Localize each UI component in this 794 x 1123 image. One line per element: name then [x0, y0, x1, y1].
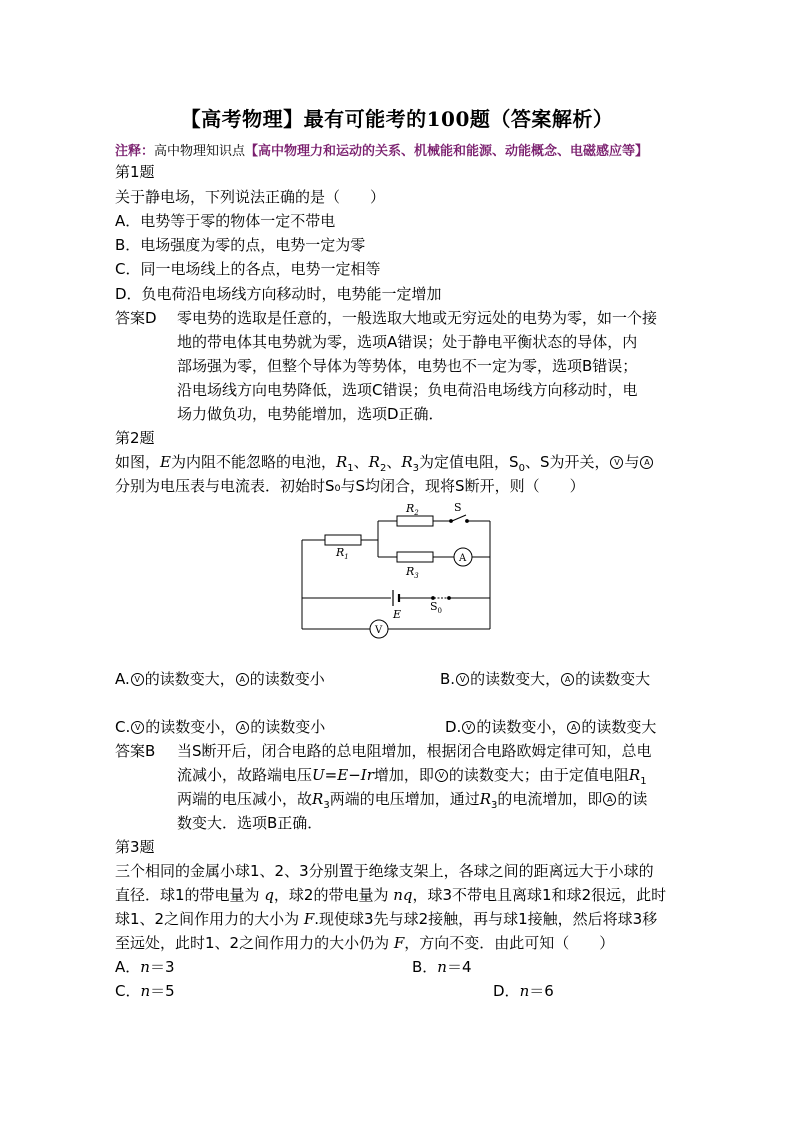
voltmeter-icon: V — [462, 721, 475, 734]
resistor-r1 — [325, 535, 361, 545]
ammeter-icon: A — [603, 793, 616, 806]
q2-header: 第2题 — [115, 429, 155, 447]
resistor-r3 — [397, 552, 433, 562]
r2-label: $R_2$ — [406, 502, 419, 517]
q1-answer-line: 地的带电体其电势就为零，选项A错误；处于静电平衡状态的导体，内 — [177, 333, 638, 351]
voltmeter-icon: V — [131, 673, 144, 686]
voltmeter-icon: V — [456, 673, 469, 686]
voltmeter-icon: V — [610, 456, 623, 469]
note-topics: 【高中物理力和运动的关系、机械能和能源、动能概念、电磁感应等】 — [245, 144, 649, 159]
voltmeter-icon: V — [131, 721, 144, 734]
q3-stem-line: 三个相同的金属小球1、2、3分别置于绝缘支架上，各球之间的距离远大于小球的 — [115, 862, 654, 880]
q3-stem-line: 直径．球1的带电量为 q，球2的带电量为 nq，球3不带电且离球1和球2很远，此时 — [115, 886, 667, 904]
note-label: 注释： — [115, 144, 155, 159]
q2-answer-label: 答案B — [115, 742, 156, 760]
q2-answer-line: 流减小，故路端电压U=E−Ir增加，即 V 的读数变大；由于定值电阻$R_1$ — [177, 766, 647, 787]
q2-stem-line2: 分别为电压表与电流表．初始时S₀与S均闭合，现将S断开，则（ ） — [115, 477, 585, 495]
q3-option-a: A．n＝3 — [115, 958, 175, 976]
resistor-r2 — [397, 516, 433, 526]
q2-stem-line1: 如图，E为内阻不能忽略的电池，$R_1$、$R_2$、$R_3$为定值电阻，$S_0$、S为开关， V 与 A — [115, 452, 654, 479]
ammeter-icon: A — [236, 673, 249, 686]
q1-answer-line: 场力做负功，电势能增加，选项D正确． — [177, 405, 444, 423]
q1-option-d: D．负电荷沿电场线方向移动时，电势能一定增加 — [115, 285, 442, 303]
q3-option-c: C．n＝5 — [115, 982, 175, 1000]
page-title: 【高考物理】最有可能考的100题（答案解析） — [180, 107, 614, 131]
switch-contact — [466, 520, 469, 523]
q2-option-b: B. V 的读数变大， A 的读数变大 — [440, 670, 651, 688]
q1-answer-label: 答案D — [115, 309, 157, 327]
q1-option-b: B．电场强度为零的点，电势一定为零 — [115, 236, 366, 254]
q2-answer-line: 当S断开后，闭合电路的总电阻增加，根据闭合电路欧姆定律可知，总电 — [177, 742, 652, 760]
q3-option-d: D．n＝6 — [493, 982, 554, 1000]
q1-answer-line: 零电势的选取是任意的，一般选取大地或无穷远处的电势为零，如一个接 — [177, 309, 658, 327]
ammeter-icon: A — [561, 673, 574, 686]
switch-s-blade — [452, 515, 466, 521]
r3-label: $R_3$ — [406, 565, 419, 580]
q1-option-c: C．同一电场线上的各点，电势一定相等 — [115, 260, 381, 278]
switch-contact — [432, 597, 435, 600]
voltmeter-letter: V — [375, 625, 383, 636]
circuit-diagram — [290, 500, 500, 640]
q2-option-a: A. V 的读数变大， A 的读数变小 — [115, 670, 325, 688]
s-label: S — [454, 501, 462, 514]
q1-answer-line: 部场强为零，但整个导体为等势体，电势也不一定为零，选项B错误； — [177, 357, 638, 375]
switch-contact — [448, 597, 451, 600]
q1-stem: 关于静电场，下列说法正确的是（ ） — [115, 188, 386, 206]
q3-stem-line: 球1、2之间作用力的大小为 F.现使球3先与球2接触，再与球1接触，然后将球3移 — [115, 910, 658, 928]
q1-header: 第1题 — [115, 163, 155, 181]
note-line — [115, 142, 648, 162]
q3-stem-line: 至远处，此时1、2之间作用力的大小仍为 F，方向不变．由此可知（ ） — [115, 934, 615, 952]
ammeter-letter: A — [459, 553, 467, 564]
q3-header: 第3题 — [115, 838, 155, 856]
q2-option-c: C. V 的读数变小， A 的读数变小 — [115, 718, 326, 736]
q1-option-a: A．电势等于零的物体一定不带电 — [115, 212, 336, 230]
switch-contact — [450, 520, 453, 523]
ammeter-icon: A — [236, 721, 249, 734]
voltmeter-icon: V — [435, 769, 448, 782]
e-label: E — [393, 608, 402, 621]
q1-answer-line: 沿电场线方向电势降低，选项C错误；负电荷沿电场线方向移动时，电 — [177, 381, 638, 399]
r1-label: $R_1$ — [336, 546, 349, 561]
q2-option-d: D. V 的读数变小， A 的读数变大 — [445, 718, 657, 736]
note-prefix: 高中物理知识点 — [154, 144, 246, 159]
ammeter-icon: A — [567, 721, 580, 734]
ammeter-icon: A — [640, 456, 653, 469]
s0-label: $S_0$ — [430, 600, 443, 615]
q3-option-b: B．n＝4 — [412, 958, 472, 976]
q2-answer-line: 两端的电压减小，故$R_3$两端的电压增加，通过$R_3$的电流增加，即 A 的读 — [177, 790, 648, 811]
q2-answer-line: 数变大．选项B正确． — [177, 814, 323, 832]
